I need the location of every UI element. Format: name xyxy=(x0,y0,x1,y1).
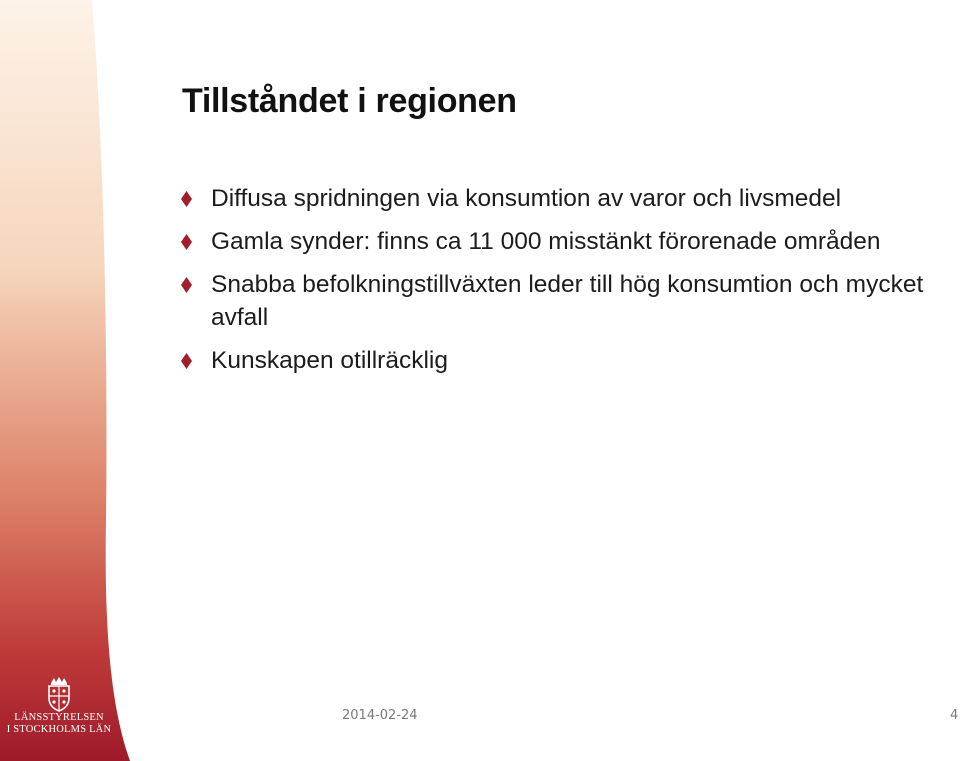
bullet-item xyxy=(178,344,948,377)
page-number: 4 xyxy=(950,708,959,723)
lansstyrelsen-logo xyxy=(4,676,114,736)
logo-line-1: LÄNSSTYRELSEN xyxy=(14,712,104,723)
diamond-icon xyxy=(181,353,192,369)
logo-line-2: I STOCKHOLMS LÄN xyxy=(6,724,112,735)
bullet-text: Snabba befolkningstillväxten leder till hög konsumtion och mycket avfall xyxy=(211,271,924,331)
decorative-sidebar xyxy=(0,0,130,761)
bullet-item xyxy=(178,268,948,334)
crown-shield-icon xyxy=(45,676,73,712)
diamond-icon xyxy=(181,277,192,293)
bullet-text: Gamla synder: finns ca 11 000 misstänkt förorenade områden xyxy=(211,228,881,255)
bullet-list xyxy=(178,182,948,387)
footer-date: 2014-02-24 xyxy=(342,708,418,723)
diamond-icon xyxy=(181,234,192,250)
bullet-item xyxy=(178,182,948,215)
sidebar-gradient-shape xyxy=(0,0,130,761)
bullet-text: Kunskapen otillräcklig xyxy=(211,347,448,374)
diamond-icon xyxy=(181,191,192,207)
bullet-text: Diffusa spridningen via konsumtion av varor och livsmedel xyxy=(211,185,842,212)
bullet-item xyxy=(178,225,948,258)
slide-title: Tillståndet i regionen xyxy=(182,82,517,120)
